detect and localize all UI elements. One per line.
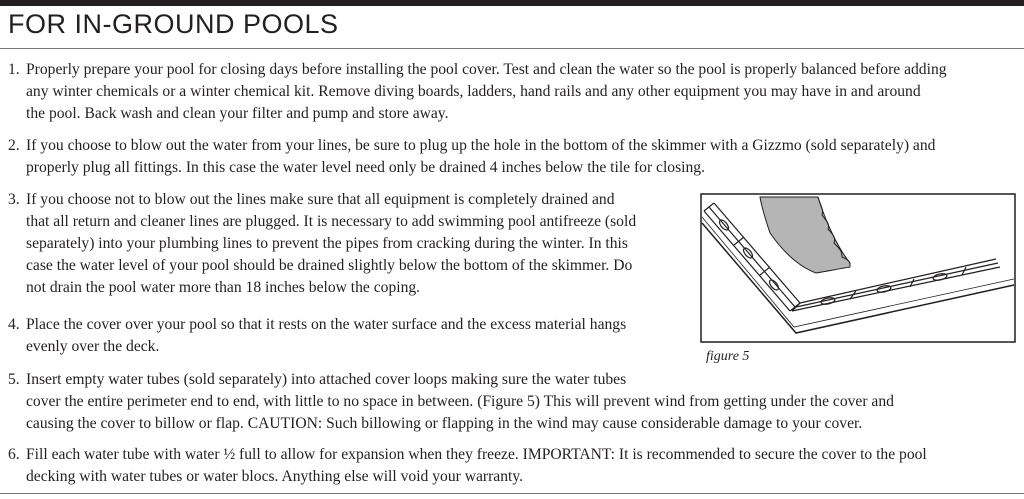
- item-line: causing the cover to billow or flap. CAUTION: Such billowing or flapping in the wind may cause considerable damage to your cover.: [26, 415, 863, 432]
- item-line: If you choose to blow out the water from your lines, be sure to plug up the hole in the bottom of the skimmer with a Gizzmo (sold separately) and: [26, 137, 936, 154]
- item-line: Fill each water tube with water ½ full to allow for expansion when they freeze. IMPORTANT: It is recommended to secure the cover to the pool: [26, 446, 927, 463]
- top-rule: [0, 0, 1024, 6]
- item-line: If you choose not to blow out the lines make sure that all equipment is completely drained and: [26, 191, 615, 208]
- instruction-item-3: [8, 189, 636, 299]
- item-line: Place the cover over your pool so that it rests on the water surface and the excess material hangs: [26, 316, 627, 333]
- item-line: separately) into your plumbing lines to prevent the pipes from cracking during the winter. In this: [26, 235, 628, 252]
- item-number: 6.: [8, 446, 20, 463]
- item-line: any winter chemicals or a winter chemical kit. Remove diving boards, ladders, hand rails and any other equipment you may have in and around: [26, 83, 921, 100]
- item-line: case the water level of your pool should be drained slightly below the bottom of the skimmer. Do: [26, 257, 633, 274]
- pool-cover-water-tubes-illustration: [700, 193, 1016, 343]
- item-number: 5.: [8, 371, 20, 388]
- item-line: decking with water tubes or water blocs. Anything else will void your warranty.: [26, 468, 524, 485]
- item-line: not drain the pool water more than 18 inches below the coping.: [26, 279, 421, 296]
- figure-caption: figure 5: [706, 349, 750, 364]
- item-number: 2.: [8, 137, 20, 154]
- item-line: properly plug all fittings. In this case the water level need only be drained 4 inches below the tile for closing.: [26, 159, 705, 176]
- instruction-item-1: [8, 59, 947, 125]
- item-number: 4.: [8, 316, 20, 333]
- page-title: FOR IN-GROUND POOLS: [8, 9, 339, 39]
- item-line: Properly prepare your pool for closing days before installing the pool cover. Test and clean the water so the pool is properly balanced before adding: [26, 61, 947, 78]
- item-number: 1.: [8, 61, 20, 78]
- item-number: 3.: [8, 191, 20, 208]
- item-line: that all return and cleaner lines are plugged. It is necessary to add swimming pool antifreeze (sold: [26, 213, 637, 230]
- heading-divider: [0, 48, 1024, 49]
- instruction-item-6: [8, 444, 927, 488]
- item-line: Insert empty water tubes (sold separately) into attached cover loops making sure the water tubes: [26, 371, 627, 388]
- instruction-item-2: [8, 135, 935, 179]
- bottom-divider: [0, 493, 1024, 494]
- instruction-item-5: [8, 369, 894, 435]
- item-line: the pool. Back wash and clean your filter and pump and store away.: [26, 105, 449, 122]
- item-line: evenly over the deck.: [26, 338, 160, 355]
- instruction-item-4: [8, 314, 626, 358]
- item-line: cover the entire perimeter end to end, with little to no space in between. (Figure 5) This will prevent wind from getting under the cover and: [26, 393, 894, 410]
